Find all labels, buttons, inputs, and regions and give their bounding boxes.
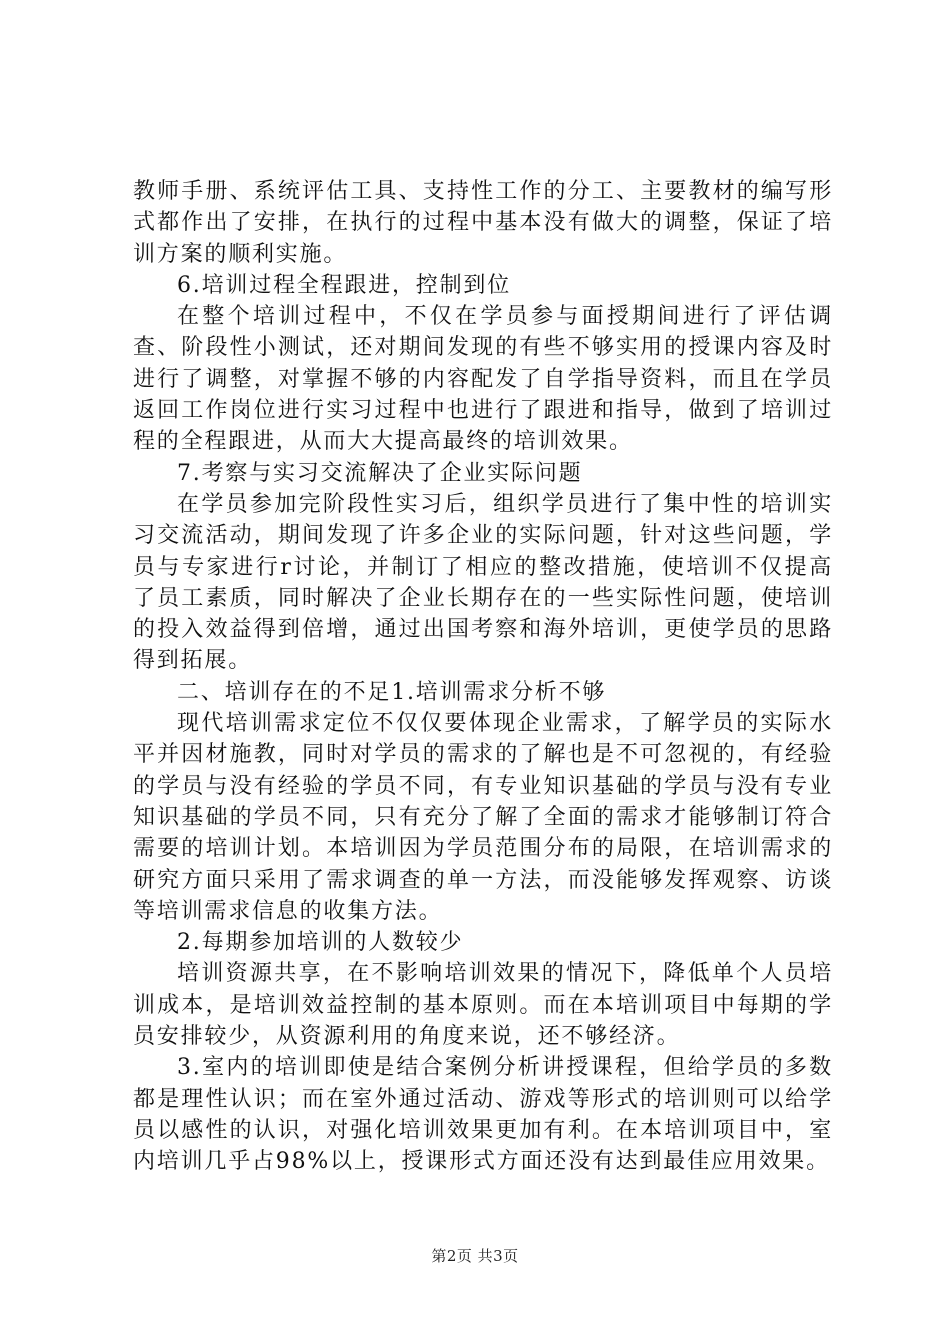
paragraph-9: 培训资源共享，在不影响培训效果的情况下，降低单个人员培训成本，是培训效益控制的基本原则。而在本培训项目中每期的学员安排较少，从资源利用的角度来说，还不够经济。 [133,961,833,1050]
paragraph-1: 教师手册、系统评估工具、支持性工作的分工、主要教材的编写形式都作出了安排，在执行的过程中基本没有做大的调整，保证了培训方案的顺利实施。 [133,179,833,267]
heading-section-2-shortcomings: 二、培训存在的不足1.培训需求分析不够 [177,679,607,705]
heading-2-few-participants: 2.每期参加培训的人数较少 [177,930,464,956]
paragraph-10: 3.室内的培训即使是结合案例分析讲授课程，但给学员的多数都是理性认识；而在室外通过活动、游戏等形式的培训则可以给学员以感性的认识，对强化培训效果更加有利。在本培训项目中，室内培训几乎占98%以上，授课形式方面还没有达到最佳应用效果。 [133,1055,833,1175]
paragraph-3: 在整个培训过程中，不仅在学员参与面授期间进行了评估调查、阶段性小测试，还对期间发现的有些不够实用的授课内容及时进行了调整，对掌握不够的内容配发了自学指导资料，而且在学员返回工作岗位进行实习过程中也进行了跟进和指导，做到了培训过程的全程跟进，从而大大提高最终的培训效果。 [133,304,833,455]
paragraph-7: 现代培训需求定位不仅仅要体现企业需求，了解学员的实际水平并因材施教，同时对学员的需求的了解也是不可忽视的，有经验的学员与没有经验的学员不同，有专业知识基础的学员与没有专业知识基础的学员不同，只有充分了解了全面的需求才能够制订符合需要的培训计划。本培训因为学员范围分布的局限，在培训需求的研究方面只采用了需求调查的单一方法，而没能够发挥观察、访谈等培训需求信息的收集方法。 [133,711,833,924]
heading-7-inspection-exchange: 7.考察与实习交流解决了企业实际问题 [177,460,583,486]
document-body [133,176,833,1178]
heading-6-full-process-follow-up: 6.培训过程全程跟进，控制到位 [177,272,511,298]
paragraph-5: 在学员参加完阶段性实习后，组织学员进行了集中性的培训实习交流活动，期间发现了许多企业的实际问题，针对这些问题，学员与专家进行r讨论，并制订了相应的整改措施，使培训不仅提高了员工素质，同时解决了企业长期存在的一些实际性问题，使培训的投入效益得到倍增，通过出国考察和海外培训，更使学员的思路得到拓展。 [133,491,833,674]
page-footer: 第2页 共3页 [431,1247,519,1265]
